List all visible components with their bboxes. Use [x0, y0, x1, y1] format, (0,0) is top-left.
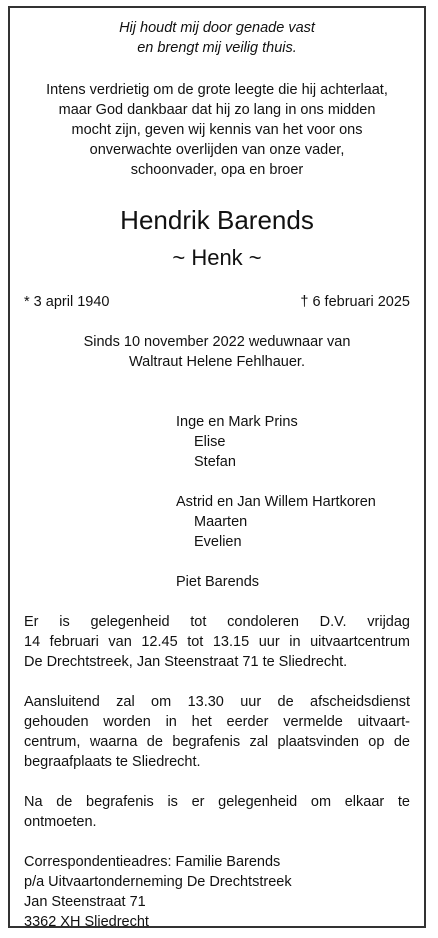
family-head: Astrid en Jan Willem Hartkoren	[176, 494, 376, 510]
widower-line: Sinds 10 november 2022 weduwnaar van	[83, 334, 351, 350]
intro-line: schoonvader, opa en broer	[130, 162, 304, 178]
family-head: Piet Barends	[176, 574, 260, 590]
family-head: Inge en Mark Prins	[176, 414, 298, 430]
paragraph-line: gehouden worden in het eerder vermelde uitvaart-	[24, 714, 410, 730]
motto-line: en brengt mij veilig thuis.	[137, 40, 297, 56]
address-line: Jan Steenstraat 71	[24, 894, 146, 910]
correspondence-address	[24, 852, 410, 932]
intro-line: onverwachte overlijden van onze vader,	[89, 142, 345, 158]
life-dates	[24, 292, 410, 312]
family-group	[176, 572, 259, 592]
paragraph-line: Aansluitend zal om 13.30 uur de afscheidsdienst	[24, 694, 410, 710]
paragraph-line: Er is gelegenheid tot condoleren D.V. vrijdag	[24, 614, 410, 630]
intro-line: Intens verdrietig om de grote leegte die hij achterlaat,	[46, 82, 388, 98]
address-line: Correspondentieadres: Familie Barends	[24, 854, 281, 870]
family-child: Stefan	[194, 454, 236, 470]
family-group	[176, 492, 376, 552]
intro-text	[24, 80, 410, 180]
address-line: p/a Uitvaartonderneming De Drechtstreek	[24, 874, 292, 890]
deceased-nickname: ~ Henk ~	[172, 245, 262, 270]
deceased-name: Hendrik Barends	[120, 205, 314, 235]
family-child: Evelien	[194, 534, 242, 550]
obituary-content	[24, 8, 410, 930]
family-child: Elise	[194, 434, 226, 450]
family-group	[176, 412, 298, 472]
birth-date: * 3 april 1940	[24, 294, 110, 310]
paragraph-line: centrum, waarna de begrafenis zal plaatsvinden op de	[24, 734, 410, 750]
service-paragraph	[24, 692, 410, 772]
after-paragraph	[24, 792, 410, 832]
paragraph-line: ontmoeten.	[24, 814, 97, 830]
death-date: † 6 februari 2025	[300, 294, 410, 310]
widower-line: Waltraut Helene Fehlhauer.	[129, 354, 305, 370]
condolence-paragraph	[24, 612, 410, 672]
address-line: 3362 XH Sliedrecht	[24, 914, 149, 930]
paragraph-line: De Drechtstreek, Jan Steenstraat 71 te Sliedrecht.	[24, 654, 348, 670]
motto-line: Hij houdt mij door genade vast	[119, 20, 315, 36]
paragraph-line: Na de begrafenis is er gelegenheid om elkaar te	[24, 794, 410, 810]
widower-note	[24, 332, 410, 372]
intro-line: mocht zijn, geven wij kennis van het voor ons	[71, 122, 363, 138]
paragraph-line: 14 februari van 12.45 tot 13.15 uur in uitvaartcentrum	[24, 634, 410, 650]
paragraph-line: begraafplaats te Sliedrecht.	[24, 754, 201, 770]
obituary-card	[8, 6, 426, 928]
family-child: Maarten	[194, 514, 248, 530]
motto	[24, 18, 410, 58]
intro-line: maar God dankbaar dat hij zo lang in ons midden	[58, 102, 376, 118]
